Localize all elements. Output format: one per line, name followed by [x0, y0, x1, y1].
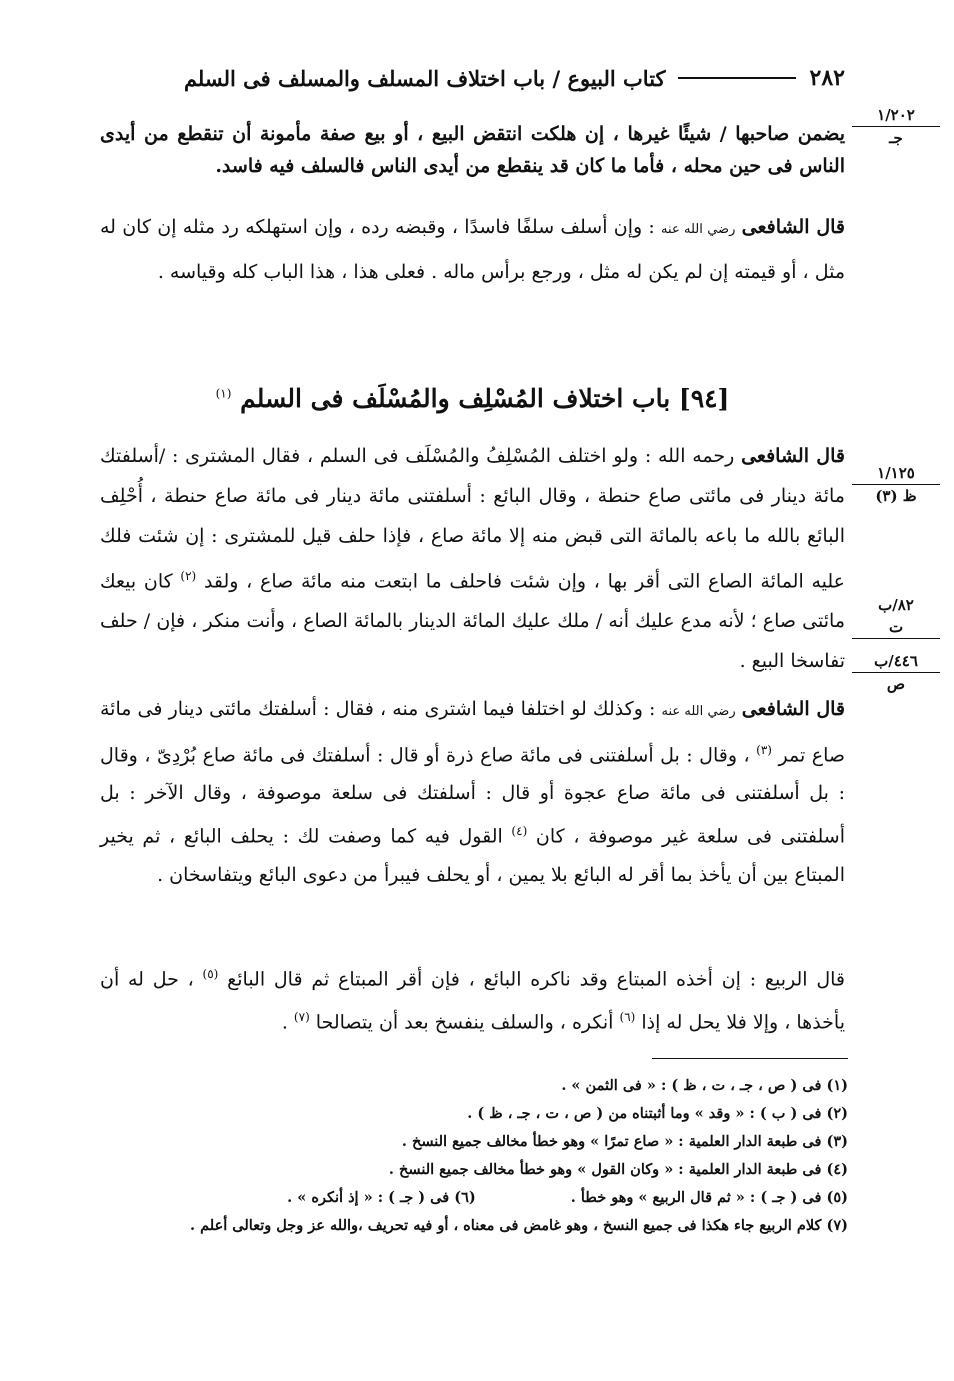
paragraph-text: : وإن أسلف سلفًا فاسدًا ، وقبضه رده ، وإن استهلكه رد مثله إن كان له مثل ، أو قيمته إن لم يكن له مثل ، ورجع برأس ماله . فعلى هذا ، هذا الباب كله وقياسه . [100, 216, 845, 283]
margin-ref: ٨٢/ب [878, 596, 914, 614]
footnote-pair [100, 1184, 848, 1212]
header-rule [678, 77, 796, 79]
margin-code: جـ [889, 129, 903, 147]
speaker: قال الشافعى [741, 698, 845, 720]
margin-note [852, 650, 940, 695]
paragraph-1: يضمن صاحبها / شيئًا غيرها ، إن هلكت انتقض البيع ، أو بيع صفة مأمونة أن تنقطع من أيدى الناس فى حين محله ، فأما ما كان قد ينقطع من أيدى الناس فالسلف فيه فاسد. [100, 123, 845, 177]
page-number: ٢٨٢ [809, 65, 845, 91]
footnote: (٢) فى ( ب ) : « وقد » وما أثبتناه من ( ص ، ت ، جـ ، ظ ) . [467, 1105, 848, 1122]
paragraph-4 [100, 690, 845, 894]
running-title: كتاب البيوع / باب اختلاف المسلف والمسلف فى السلم [183, 65, 666, 91]
footnote-marker: (٣) [756, 743, 772, 757]
footnote: (٧) كلام الربيع جاء هكذا فى جميع النسخ ، وهو غامض فى معناه ، أو فيه تحريف ،والله عز وجل وتعالى أعلم . [190, 1217, 848, 1234]
footnote: (٤) فى طبعة الدار العلمية : « وكان القول » وهو خطأ مخالف جميع النسخ . [388, 1161, 848, 1178]
section-heading [100, 384, 845, 413]
footnote: (١) فى ( ص ، جـ ، ت ، ظ ) : « فى الثمن » . [561, 1077, 848, 1094]
margin-ref: ٤٤٦/ب [852, 650, 940, 673]
footnotes [100, 1072, 848, 1240]
paragraph-text: القول فيه كما وصفت لك : يحلف البائع ، ثم يخير المبتاع بين أن يأخذ بما أقر له البائع بلا يمين ، أو يحلف فيبرأ من دعوى البائع ويتفاسخان . [100, 825, 845, 886]
honorific: رضي الله عنه [661, 222, 736, 237]
section-title: [٩٤] باب اختلاف المُسْلِف والمُسْلَف فى السلم [240, 384, 730, 413]
paragraph-text: أنكره ، والسلف ينفسخ بعد أن يتصالحا [315, 1011, 614, 1034]
footnote-marker: (٧) [293, 1010, 310, 1025]
footnote: (٣) فى طبعة الدار العلمية : « صاع تمرًا » وهو خطأ مخالف جميع النسخ . [401, 1133, 848, 1150]
paragraph-text: . [281, 1011, 288, 1034]
margin-note [852, 104, 940, 149]
footnote: (٥) فى ( جـ ) : « ثم قال الربيع » وهو خطأ . [570, 1189, 848, 1206]
margin-code: ص [886, 675, 906, 693]
footnote: (٦) فى ( جـ ) : « إذ أنكره » . [287, 1189, 476, 1206]
paragraph-text: : وكذلك لو اختلفا فيما اشترى منه ، فقال : أسلفتك مائتى دينار فى مائة صاع تمر [100, 698, 845, 767]
running-header [100, 58, 845, 98]
paragraph-5 [100, 955, 845, 1042]
paragraph-text: كان بيعك مائتى صاع ؛ لأنه مدع عليك أنه / ملك عليك المائة الدينار بالمائة الصاع ، وأنت منكر ، فإن / حلف تفاسخا البيع . [100, 570, 845, 673]
footnote-rule [652, 1058, 848, 1059]
margin-note [852, 462, 940, 507]
paragraph-text: ، وقال : بل أسلفتنى فى مائة صاع ذرة أو قال : أسلفتك فى مائة صاع بُرْدِىّ ، وقال : بل أسلفتنى فى مائة صاع عجوة أو قال : أسلفتك فى سلعة موصوفة ، وقال الآخر : بل أسلفتنى فى سلعة غير موصوفة ، كان [100, 744, 845, 848]
speaker: قال الشافعى [741, 445, 845, 467]
footnote-marker: (٥) [202, 967, 219, 981]
paragraph-text: قال الربيع : إن أخذه المبتاع وقد ناكره البائع ، فإن أقر المبتاع ثم قال البائع [227, 968, 845, 991]
paragraph-3 [100, 436, 845, 681]
margin-ref: ١/٢٠٢ [852, 104, 940, 127]
footnote-marker: (٦) [619, 1010, 636, 1025]
footnote-marker: (٢) [180, 569, 197, 583]
footnote-marker: (١) [215, 386, 232, 401]
margin-ref: ١/١٢٥ [852, 462, 940, 485]
margin-code: ظ (٣) [875, 487, 917, 505]
paragraph-text: ، حل له أن يأخذها ، وإلا فلا يحل له إذا [100, 968, 845, 1034]
footnote-marker: (٤) [511, 824, 528, 839]
honorific: رضي الله عنه [661, 704, 736, 719]
paragraph-2 [100, 206, 845, 293]
paragraph-text: رحمه الله : ولو اختلف المُسْلِفُ والمُسْلَف فى السلم ، فقال المشترى : /أسلفتك مائة دينار فى مائتى صاع حنطة ، وقال البائع : أسلفتنى مائة دينار فى مائة صاع حنطة ، أُحْلِف البائع بالله ما باعه بالمائة التى قبض منه إلا مائة صاع ، فإذا حلف قيل للمشترى : إن شئت فلك عليه المائة الصاع التى أقر بها ، وإن شئت فاحلف ما ابتعت منه مائة صاع ، ولقد [100, 445, 845, 593]
margin-code: ت [852, 616, 940, 639]
speaker: قال الشافعى [741, 216, 845, 238]
margin-note [852, 594, 940, 639]
